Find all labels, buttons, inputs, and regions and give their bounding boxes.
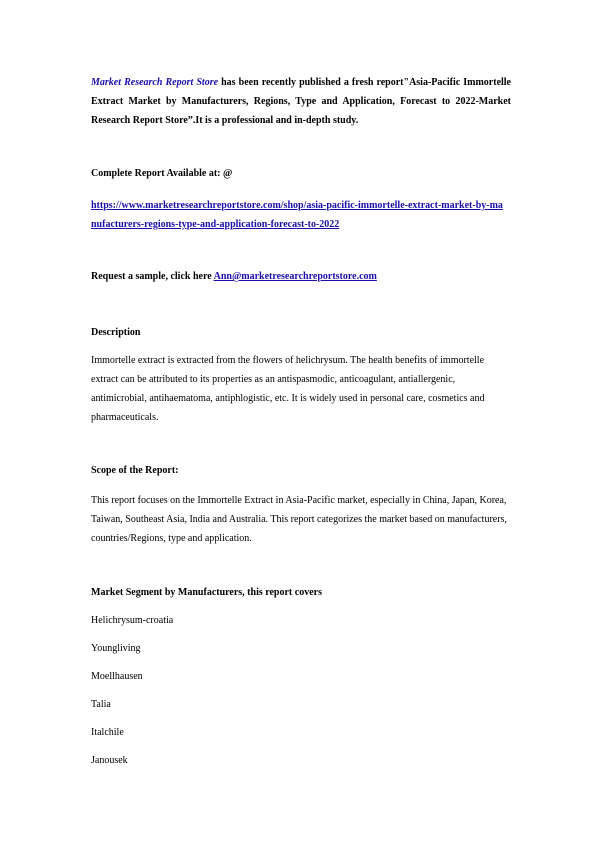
intro-paragraph: [91, 73, 511, 130]
scope-body: This report focuses on the Immortelle Extract in Asia-Pacific market, especially in China, Japan, Korea, Taiwan, Southeast Asia, India and Australia. This report categorizes the market based on manufacturers, countries/Regions, type and application.: [91, 495, 507, 544]
report-url-line1[interactable]: https://www.marketresearchreportstore.com/shop/asia-pacific-immortelle-extract-market-by-ma: [91, 200, 503, 211]
sample-label: Request a sample, click here: [91, 271, 214, 282]
manufacturer-item: Talia: [91, 699, 111, 710]
sample-request: [91, 271, 511, 282]
complete-report-label: Complete Report Available at: @: [91, 168, 233, 179]
manufacturer-item: Youngliving: [91, 643, 141, 654]
scope-heading: Scope of the Report:: [91, 465, 179, 476]
description-body: Immortelle extract is extracted from the flowers of helichrysum. The health benefits of immortelle extract can be attributed to its properties as an antispasmodic, anticoagulant, antiallergenic, antimicrobial, antihaematoma, antiphlogistic, etc. It is widely used in personal care, cosmetics and pharmaceuticals.: [91, 355, 485, 423]
brand-link[interactable]: Market Research Report Store: [91, 77, 219, 88]
manufacturer-item: Helichrysum-croatia: [91, 615, 174, 626]
report-url[interactable]: [91, 196, 511, 234]
manufacturer-item: Italchile: [91, 727, 124, 738]
sample-email-link[interactable]: Ann@marketresearchreportstore.com: [213, 271, 377, 282]
manufacturer-item: Moellhausen: [91, 671, 143, 682]
intro-text: has been recently published a fresh report"Asia-Pacific Immortelle Extract Market by Manufacturers, Regions, Type and Application, Forecast to 2022-Market Research Report Store”.It is a professional and in-depth study.: [91, 77, 511, 126]
manufacturer-item: Janousek: [91, 755, 128, 766]
manufacturers-heading: Market Segment by Manufacturers, this report covers: [91, 587, 322, 598]
description-heading: Description: [91, 327, 141, 338]
report-url-line2[interactable]: nufacturers-regions-type-and-application-forecast-to-2022: [91, 219, 340, 230]
